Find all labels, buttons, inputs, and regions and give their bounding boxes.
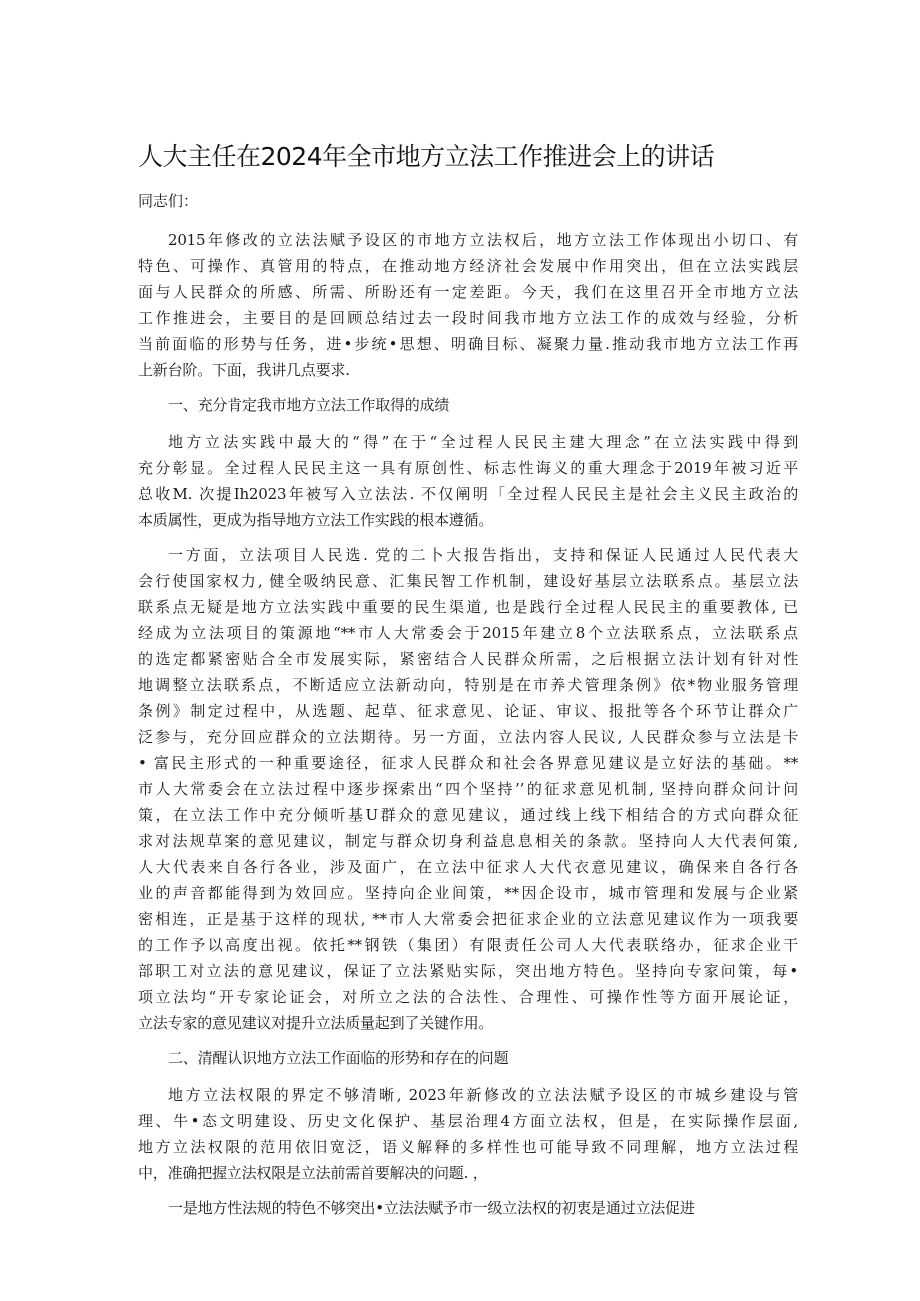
section-heading: 一、充分肯定我市地方立法工作取得的成绩 (168, 396, 450, 414)
text-line: 工作推进会，主要目的是回顾总结过去一段时间我市地方立法工作的成效与经验，分析 (138, 309, 798, 327)
text-line: 的选定都紧密贴合全市发展实际，紧密结合人民群众所需，之后根据立法计划有针对性 (138, 650, 798, 668)
text-line: 联系点无疑是地方立法实践中重要的民生渠道, 也是践行全过程人民民主的重要教体, 已 (138, 598, 798, 616)
paragraph (138, 227, 798, 383)
text-line: 理、牛•态文明建设、历史文化保护、基层治理4方面立法权，但是，在实际操作层面, (138, 1112, 798, 1130)
text-line: 地方立法实践中最大的“得”在于“全过程人民民主建大理念”在立法实践中得到 (168, 433, 798, 451)
text-line: 经成为立法项目的策源地“**市人大常委会于2015年建立8个立法联系点，立法联系点 (138, 624, 798, 642)
text-line: 特色、可操作、真管用的特点，在推动地方经济社会发展中作用突出，但在立法实践层 (138, 257, 798, 275)
text-line: • 富民主形式的一种重要途径，征求人民群众和社会各界意见建议是立好法的基础。** (138, 754, 798, 772)
text-line: 2015年修改的立法法赋予设区的市地方立法权后，地方立法工作体现出小切口、有 (168, 231, 798, 249)
text-line: 泛参与，充分回应群众的立法期待。另一方面，立法内容人民议, 人民群众参与立法是卡 (138, 728, 798, 746)
text-line: 求对法规草案的意见建议，制定与群众切身利益息息相关的条款。坚持向人大代表何策, (138, 832, 798, 850)
document-body (138, 227, 798, 1230)
text-line: 人大代表来自各行各业，涉及面广，在立法中征求人大代衣意见建议，确保来自各行各 (138, 858, 798, 876)
text-line: 策，在立法工作中充分倾听基U群众的意见建议，通过线上线下相结合的方式向群众征 (138, 806, 798, 824)
text-line: 市人大常委会在立法过程中逐步探索出“四个坚持’’的征求意见机制, 坚持向群众问计问 (138, 780, 798, 798)
text-line: 项立法均“开专家论证会，对所立之法的合法性、合理性、可操作性等方面开展论证， (138, 988, 798, 1006)
text-line: 总收M. 次提Ih2023年被写入立法法. 不仅阐明「全过程人民民主是社会主义民主政治的 (138, 485, 798, 503)
paragraph (138, 542, 798, 1036)
paragraph (138, 429, 798, 533)
text-line: 充分彰显。全过程人民民主这一具有原创性、标志性诲义的重大理念于2019年被习近平 (138, 459, 798, 477)
text-line: 面与人民群众的所感、所需、所盼还有一定差距。今天，我们在这里召开全市地方立法 (138, 283, 798, 301)
salutation: 同志们： (138, 192, 199, 210)
text-line: 中，准确把握立法权限是立法前需首要解决的问题. ， (138, 1164, 488, 1182)
page-title: 人大主任在2024年全市地方立法工作推进会上的讲话 (138, 142, 715, 171)
text-line: 当前面临的形势与任务，进•步统•思想、明确目标、凝聚力量.推动我市地方立法工作再 (138, 335, 798, 353)
paragraph (138, 1195, 798, 1221)
text-line: 地方立法权限的界定不够清晰, 2023年新修改的立法法赋予设区的市城乡建设与管 (168, 1086, 798, 1104)
section-heading: 二、清醒认识地方立法工作面临的形势和存在的问题 (168, 1049, 509, 1067)
paragraph (138, 1082, 798, 1186)
text-line: 一方面，立法项目人民选. 党的二卜大报告指出，支持和保证人民通过人民代表大 (168, 546, 798, 564)
text-line: 会行使国家权力, 健全吸纳民意、汇集民智工作机制，建设好基层立法联系点。基层立法 (138, 572, 798, 590)
text-line: 上新台阶。下面，我讲几点要求. (138, 361, 350, 379)
text-line: 立法专家的意见建议对提升立法质量起到了关键作用。 (138, 1014, 494, 1032)
text-line: 地方立法权限的范用依旧宽泛，语义解释的多样性也可能导致不同理解，地方立法过程 (138, 1138, 798, 1156)
text-line: 部职工对立法的意见建议，保证了立法紧贴实际，突出地方特色。坚持向专家问策，每• (138, 962, 798, 980)
text-line: 本质属性，更成为指导地方立法工作实践的根本遵循。 (138, 511, 494, 529)
text-line: 业的声音都能得到为效回应。坚持向企业间策，**因企设市，城市管理和发展与企业紧 (138, 884, 798, 902)
text-line: 条例》制定过程中，从选题、起草、征求意见、论证、审议、报批等各个环节让群众广 (138, 702, 798, 720)
text-line: 地调整立法联系点，不断适应立法新动向，特别是在市养犬管理条例》依*物业服务管理 (138, 676, 798, 694)
text-line: 的工作予以高度出视。依托**钢铁（集团）有限责任公司人大代表联络办，征求企业干 (138, 936, 798, 954)
text-line: 一是地方性法规的特色不够突出•立法法赋予市一级立法权的初衷是通过立法促进 (168, 1199, 695, 1217)
text-line: 密相连，正是基于这样的现状, **市人大常委会把征求企业的立法意见建议作为一项我要 (138, 910, 798, 928)
